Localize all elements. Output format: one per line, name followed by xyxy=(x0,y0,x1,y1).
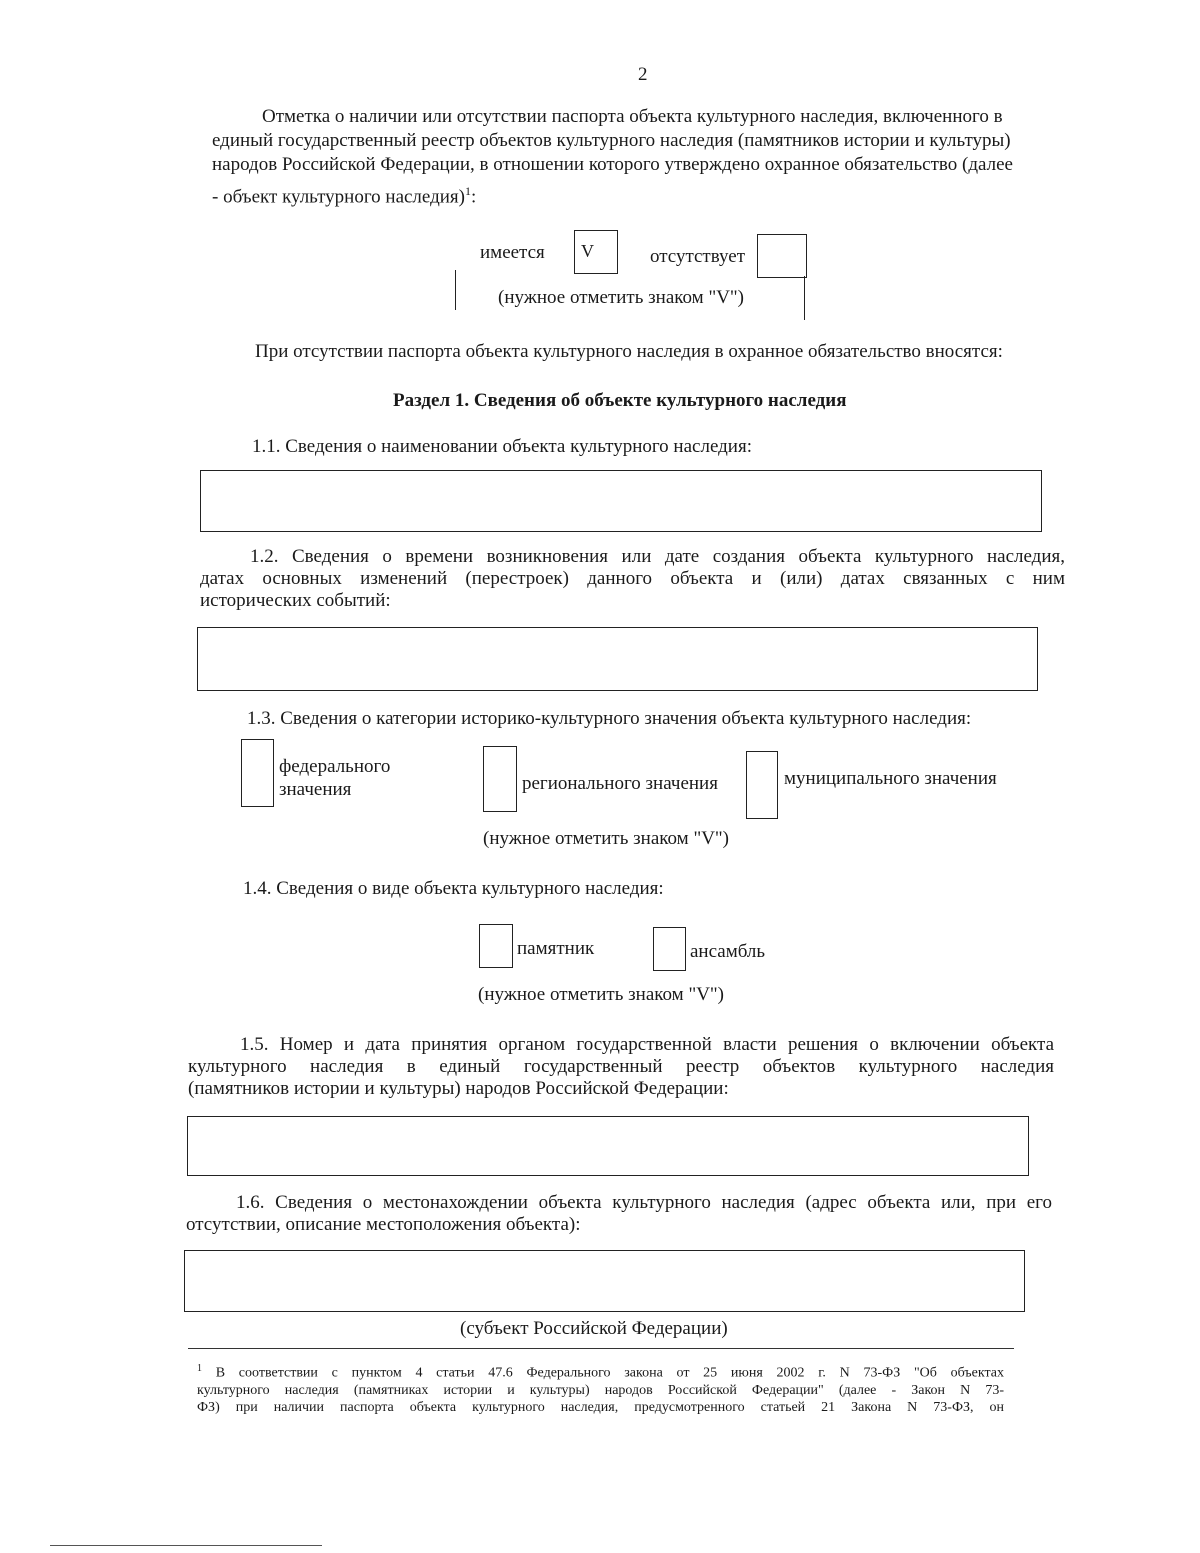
passport-has-checkbox[interactable] xyxy=(574,230,618,274)
q1-2-field[interactable] xyxy=(197,627,1038,691)
q1-3-federal-checkbox[interactable] xyxy=(241,739,274,807)
q1-6-line-2: отсутствии, описание местоположения объекта): xyxy=(186,1214,581,1235)
q1-3-regional-checkbox[interactable] xyxy=(483,746,517,812)
q1-5-line-1: 1.5. Номер и дата принятия органом государственной власти решения о включении объекта xyxy=(240,1034,1054,1055)
passport-absent-checkbox[interactable] xyxy=(757,234,807,278)
q1-4-ensemble-label: ансамбль xyxy=(690,941,766,962)
footnote-line-3: ФЗ) при наличии паспорта объекта культурного наследия, предусмотренного статьей 21 Закона N 73-ФЗ, он xyxy=(197,1399,1004,1415)
checkmark-v: V xyxy=(581,241,594,261)
intro-line-2: единый государственный реестр объектов культурного наследия (памятников истории и культуры) xyxy=(212,130,1011,151)
q1-5-field[interactable] xyxy=(187,1116,1029,1176)
footnote xyxy=(197,1360,1004,1416)
q1-4-monument-label: памятник xyxy=(517,938,595,959)
intro-line-1: Отметка о наличии или отсутствии паспорта объекта культурного наследия, включенного в xyxy=(262,106,1003,127)
q1-3-label: 1.3. Сведения о категории историко-культурного значения объекта культурного наследия: xyxy=(247,708,972,729)
q1-6-caption: (субъект Российской Федерации) xyxy=(460,1318,728,1339)
q1-4-ensemble-checkbox[interactable] xyxy=(653,927,686,971)
q1-6-line-1: 1.6. Сведения о местонахождении объекта культурного наследия (адрес объекта или, при его xyxy=(236,1192,1052,1213)
q1-4-label: 1.4. Сведения о виде объекта культурного наследия: xyxy=(243,878,664,899)
frame-right-line xyxy=(804,276,805,320)
intro-line-4: - объект культурного наследия)$^1$: xyxy=(212,184,477,208)
q1-2-line-2: датах основных изменений (перестроек) данного объекта и (или) датах связанных с ним xyxy=(200,568,1065,589)
q1-5-line-2: культурного наследия в единый государственный реестр объектов культурного наследия xyxy=(188,1056,1054,1077)
q1-6-label xyxy=(186,1192,1052,1236)
q1-3-hint: (нужное отметить знаком "V") xyxy=(483,828,729,849)
q1-5-label xyxy=(188,1034,1054,1100)
passport-absent-label: отсутствует xyxy=(650,246,746,267)
q1-5-line-3: (памятников истории и культуры) народов Российской Федерации: xyxy=(188,1078,729,1099)
q1-2-label xyxy=(200,546,1065,612)
footnote-line-1: $^1$ В соответствии с пунктом 4 статьи 47.6 Федерального закона от 25 июня 2002 г. N 73-ФЗ "Об объектах xyxy=(197,1363,1004,1381)
intro-line-3: народов Российской Федерации, в отношении которого утверждено охранное обязательство (далее xyxy=(212,154,1013,175)
footnote-ref: 1 xyxy=(465,184,472,198)
footnote-line-2: культурного наследия (памятниках истории и культуры) народов Российской Федерации" (далее - Закон N 73- xyxy=(197,1382,1004,1398)
q1-2-line-3: исторических событий: xyxy=(200,590,391,611)
page-number: 2 xyxy=(638,64,648,85)
q1-4-monument-checkbox[interactable] xyxy=(479,924,513,968)
passport-has-label: имеется xyxy=(480,242,545,263)
q1-3-municipal-checkbox[interactable] xyxy=(746,751,778,819)
passport-hint: (нужное отметить знаком "V") xyxy=(498,287,744,308)
q1-6-field[interactable] xyxy=(184,1250,1025,1312)
section-1-title: Раздел 1. Сведения об объекте культурного наследия xyxy=(393,390,847,411)
q1-4-hint: (нужное отметить знаком "V") xyxy=(478,984,724,1005)
q1-3-federal-label-2: значения xyxy=(279,779,352,800)
footnote-separator xyxy=(188,1348,1014,1349)
absence-note: При отсутствии паспорта объекта культурного наследия в охранное обязательство вносятся: xyxy=(255,341,1003,362)
scan-artifact-line xyxy=(50,1545,322,1546)
q1-3-municipal-label: муниципального значения xyxy=(784,768,997,789)
q1-3-federal-label-1: федерального xyxy=(279,756,391,777)
q1-1-field[interactable] xyxy=(200,470,1042,532)
q1-1-label: 1.1. Сведения о наименовании объекта культурного наследия: xyxy=(252,436,752,457)
q1-2-line-1: 1.2. Сведения о времени возникновения или дате создания объекта культурного наследия, xyxy=(250,546,1065,567)
q1-3-regional-label: регионального значения xyxy=(522,773,718,794)
frame-left-line xyxy=(455,270,456,310)
footnote-marker: 1 xyxy=(197,1363,202,1374)
